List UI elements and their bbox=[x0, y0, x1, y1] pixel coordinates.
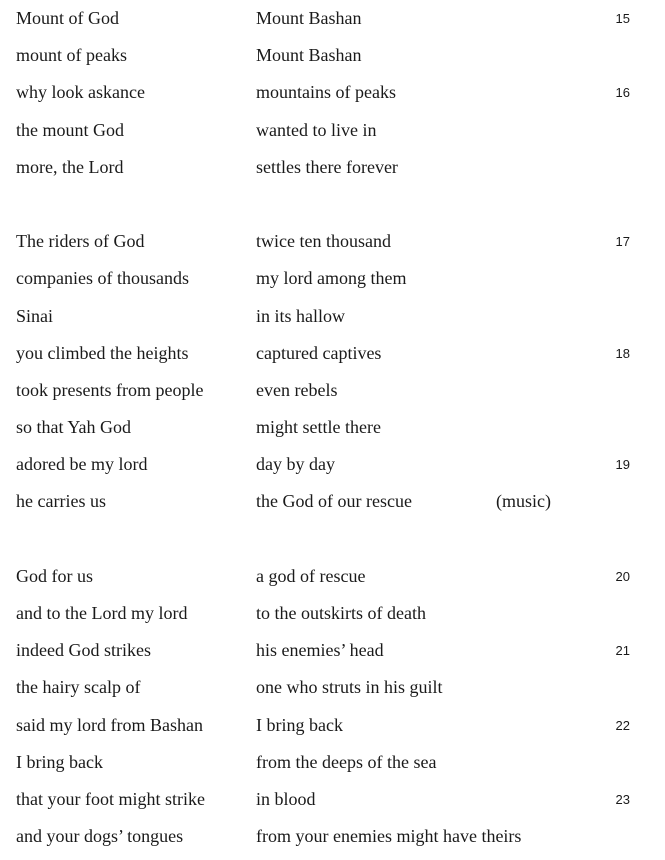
stanza bbox=[0, 0, 665, 186]
poem-line bbox=[0, 669, 665, 706]
poem-line bbox=[0, 818, 665, 855]
verse-number: 15 bbox=[615, 11, 630, 26]
line-second-half: to the outskirts of death bbox=[256, 603, 426, 623]
verse-number: 16 bbox=[615, 85, 630, 101]
line-first-half: more, the Lord bbox=[16, 156, 124, 177]
line-first-half: he carries us bbox=[16, 491, 106, 512]
line-second-half: wanted to live in bbox=[256, 119, 377, 140]
line-second-half: mountains of peaks bbox=[256, 82, 396, 103]
verse-number: 21 bbox=[615, 643, 630, 659]
verse-number: 20 bbox=[615, 568, 630, 584]
stanza bbox=[0, 223, 665, 521]
verse-number: 23 bbox=[615, 791, 630, 807]
line-second-half: even rebels bbox=[256, 379, 338, 400]
stanza-break bbox=[0, 186, 665, 223]
line-second-half: one who struts in his guilt bbox=[256, 677, 443, 698]
poem-line bbox=[0, 595, 665, 632]
line-first-half: indeed God strikes bbox=[16, 640, 151, 661]
line-first-half: that your foot might strike bbox=[16, 788, 205, 809]
line-first-half: adored be my lord bbox=[16, 454, 148, 475]
line-first-half: mount of peaks bbox=[16, 45, 127, 66]
line-second-half: from your enemies might have theirs bbox=[256, 826, 522, 847]
poem-line bbox=[0, 112, 665, 149]
line-second-half: his enemies’ head bbox=[256, 640, 384, 661]
line-second-half: twice ten thousand bbox=[256, 231, 391, 252]
line-second-half: a god of rescue bbox=[256, 565, 366, 586]
poem-line bbox=[0, 446, 665, 483]
line-second-half: in its hallow bbox=[256, 305, 345, 326]
verse-number: 19 bbox=[615, 457, 630, 473]
poem-line bbox=[0, 223, 665, 260]
line-second-half: from the deeps of the sea bbox=[256, 751, 437, 772]
line-first-half: companies of thousands bbox=[16, 268, 189, 289]
line-first-half: said my lord from Bashan bbox=[16, 714, 203, 735]
poem-line bbox=[0, 707, 665, 744]
verse-number: 18 bbox=[615, 345, 630, 361]
poem-line bbox=[0, 781, 665, 818]
line-first-half: The riders of God bbox=[16, 231, 145, 252]
line-second-half: my lord among them bbox=[256, 268, 407, 289]
stanza bbox=[0, 558, 665, 856]
line-second-half: Mount Bashan bbox=[256, 45, 362, 66]
line-second-half: Mount Bashan bbox=[256, 8, 362, 28]
line-first-half: God for us bbox=[16, 565, 93, 586]
poem-line bbox=[0, 260, 665, 297]
verse-number: 22 bbox=[615, 717, 630, 733]
line-first-half: so that Yah God bbox=[16, 417, 132, 438]
line-second-half: settles there forever bbox=[256, 156, 398, 177]
line-first-half: and to the Lord my lord bbox=[16, 603, 188, 623]
poem-line bbox=[0, 298, 665, 335]
verse-number: 17 bbox=[615, 234, 630, 250]
poem-line bbox=[0, 632, 665, 669]
poem-line bbox=[0, 558, 665, 595]
poem-line bbox=[0, 744, 665, 781]
line-first-half: why look askance bbox=[16, 82, 145, 103]
poem-line bbox=[0, 74, 665, 111]
poem-line bbox=[0, 372, 665, 409]
stanza-break bbox=[0, 521, 665, 558]
line-first-half: Mount of God bbox=[16, 8, 119, 28]
line-second-half: might settle there bbox=[256, 417, 381, 438]
line-second-half: in blood bbox=[256, 788, 316, 809]
line-first-half: the mount God bbox=[16, 119, 124, 140]
line-second-half: the God of our rescue bbox=[256, 491, 412, 512]
line-second-half: day by day bbox=[256, 454, 335, 475]
line-second-half: I bring back bbox=[256, 714, 343, 735]
line-first-half: you climbed the heights bbox=[16, 342, 189, 363]
poem-line bbox=[0, 37, 665, 74]
poem-line bbox=[0, 0, 665, 37]
poem-line bbox=[0, 335, 665, 372]
line-first-half: took presents from people bbox=[16, 379, 204, 400]
line-first-half: Sinai bbox=[16, 305, 54, 326]
poem-line bbox=[0, 409, 665, 446]
line-first-half: I bring back bbox=[16, 751, 103, 772]
poem-line bbox=[0, 483, 665, 520]
music-note-marker: (music) bbox=[496, 491, 551, 512]
poem-line bbox=[0, 149, 665, 186]
line-second-half: captured captives bbox=[256, 342, 382, 363]
line-first-half: and your dogs’ tongues bbox=[16, 826, 184, 847]
line-first-half: the hairy scalp of bbox=[16, 677, 141, 698]
